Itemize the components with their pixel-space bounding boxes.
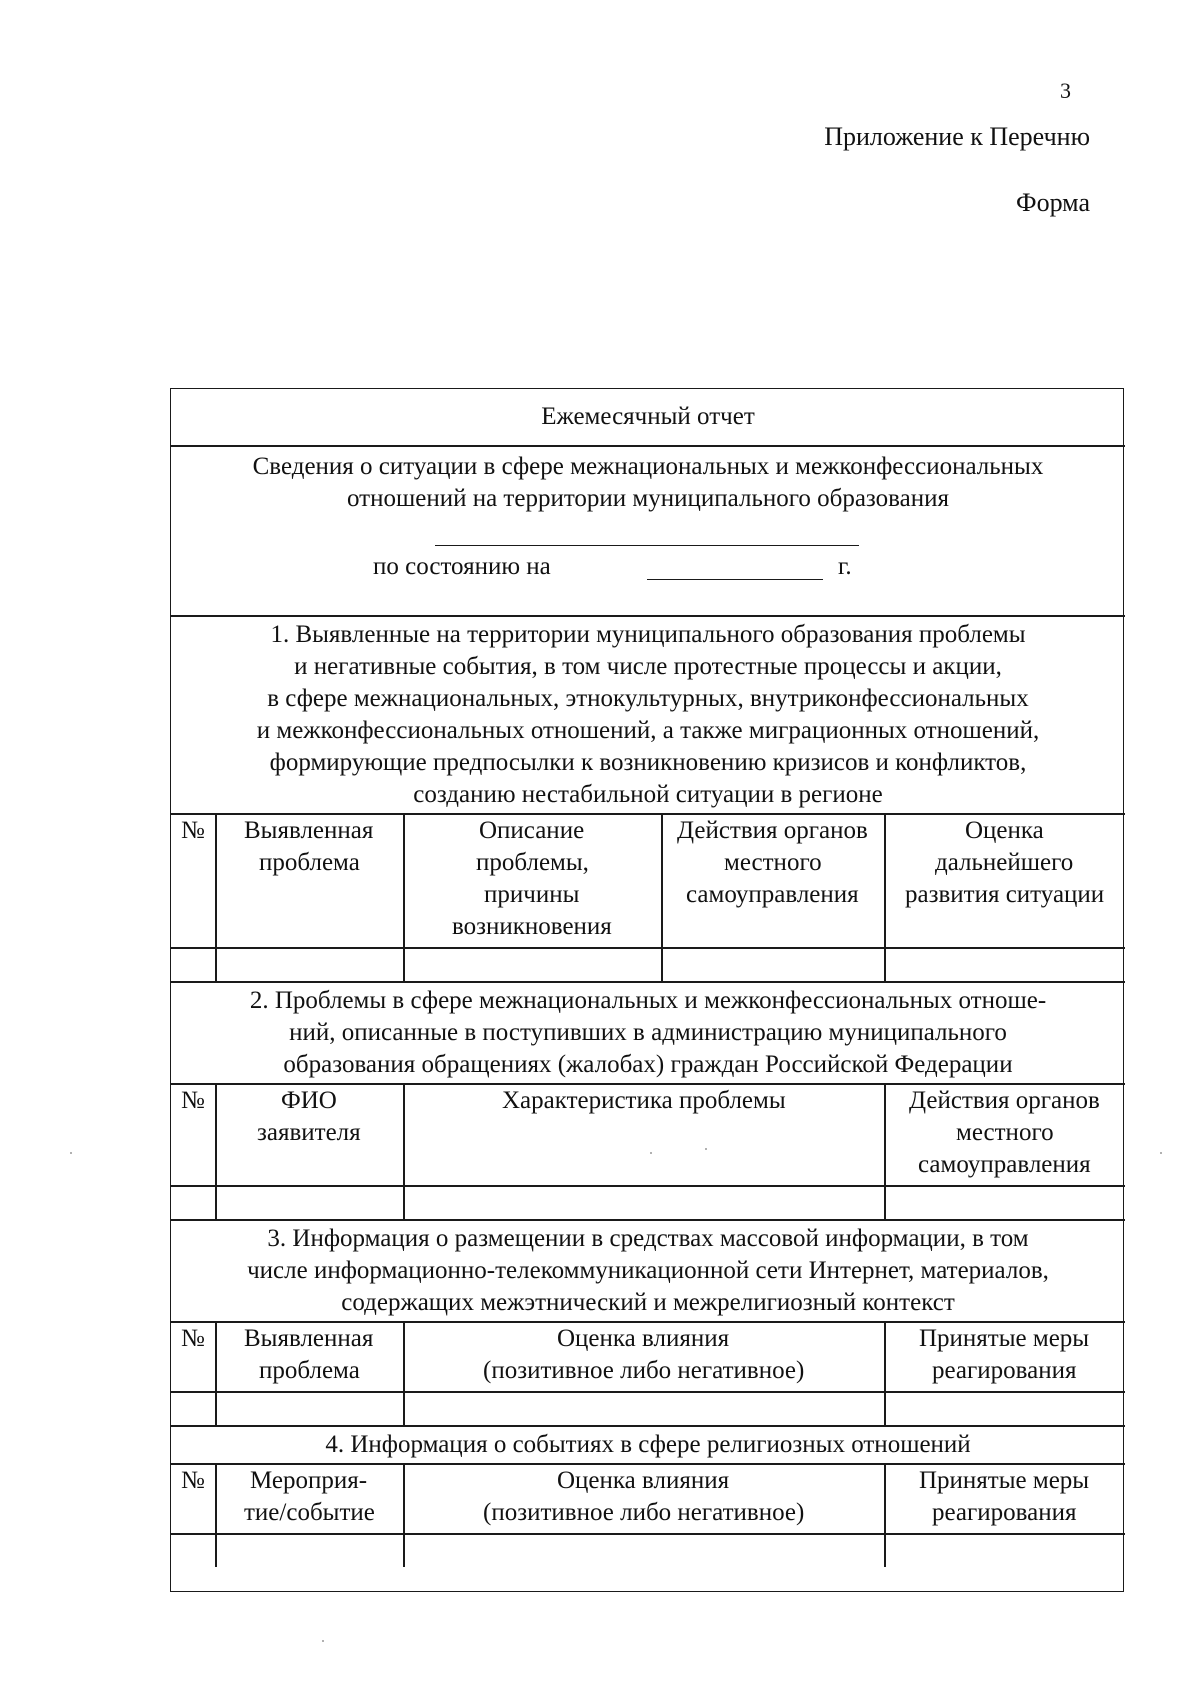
section-2-column-header: Действия органов	[909, 1087, 1100, 1114]
section-1-title-line: и межконфессиональных отношений, а также миграционных отношений,	[256, 717, 1040, 744]
section-4-title-line: 4. Информация о событиях в сфере религиозных отношений	[325, 1431, 971, 1458]
section-1-title-line: 1. Выявленные на территории муниципального образования проблемы	[270, 621, 1026, 648]
report-subtitle: Сведения о ситуации в сфере межнациональных и межконфессиональных	[252, 453, 1044, 480]
report-title: Ежемесячный отчет	[541, 403, 755, 430]
section-divider	[171, 981, 1125, 983]
section-1-empty-data-row[interactable]	[171, 947, 1125, 981]
section-3-column-header: Принятые меры	[919, 1325, 1090, 1352]
section-4-empty-data-row[interactable]	[171, 1533, 1125, 1567]
municipality-blank-line	[435, 545, 859, 546]
appendix-label: Приложение к Перечню	[824, 122, 1090, 151]
section-3-column-header: (позитивное либо негативное)	[483, 1357, 805, 1384]
title-divider	[171, 445, 1125, 447]
section-divider	[171, 615, 1125, 617]
section-2-column-header: заявителя	[257, 1119, 361, 1146]
section-3-column-header: Выявленная	[244, 1325, 374, 1352]
section-2-empty-data-row[interactable]	[171, 1185, 1125, 1219]
section-1-column-header: Оценка	[965, 817, 1044, 844]
section-2-column-header: №	[181, 1087, 205, 1114]
date-blank-line	[647, 579, 823, 580]
section-3-column-header: реагирования	[932, 1357, 1077, 1384]
section-2-column-header: местного	[956, 1119, 1054, 1146]
section-1-title-line: в сфере межнациональных, этнокультурных, внутриконфессиональных	[267, 685, 1029, 712]
section-1-column-header: №	[181, 817, 205, 844]
report-subtitle: отношений на территории муниципального образования	[347, 485, 949, 512]
section-3-title-line: содержащих межэтнический и межрелигиозный контекст	[341, 1289, 955, 1316]
section-divider	[171, 1425, 1125, 1427]
report-form-table	[170, 388, 1124, 1592]
section-1-column-header: Описание	[479, 817, 585, 844]
form-label: Форма	[1016, 188, 1090, 217]
section-1-column-header: развития ситуации	[905, 881, 1105, 908]
section-1-column-header: возникновения	[452, 913, 612, 940]
section-1-column-header: Выявленная	[244, 817, 374, 844]
scan-speck	[70, 1152, 72, 1154]
section-1-column-header: местного	[724, 849, 822, 876]
section-2-title-line: ний, описанные в поступивших в администрацию муниципального	[289, 1019, 1007, 1046]
scan-speck	[650, 1152, 652, 1154]
section-1-title-line: и негативные события, в том числе протестные процессы и акции,	[294, 653, 1002, 680]
section-4-column-header: тие/событие	[244, 1499, 375, 1526]
section-3-column-header: Оценка влияния	[557, 1325, 730, 1352]
section-4-column-header: (позитивное либо негативное)	[483, 1499, 805, 1526]
scan-speck	[705, 1148, 707, 1150]
as-of-label: по состоянию на	[373, 553, 551, 580]
section-1-column-header: самоуправления	[686, 881, 859, 908]
section-2-title-line: 2. Проблемы в сфере межнациональных и межконфессиональных отноше-	[249, 987, 1047, 1014]
section-1-column-header: дальнейшего	[935, 849, 1074, 876]
section-1-column-header: Действия органов	[677, 817, 868, 844]
section-2-column-header: Характеристика проблемы	[502, 1087, 786, 1114]
scan-speck	[1160, 1152, 1162, 1154]
year-suffix: г.	[838, 553, 852, 580]
section-1-column-header: проблемы,	[476, 849, 589, 876]
section-3-column-header: №	[181, 1325, 205, 1352]
section-4-column-header: №	[181, 1467, 205, 1494]
section-2-column-header: самоуправления	[918, 1151, 1091, 1178]
section-1-column-header: проблема	[259, 849, 360, 876]
section-2-column-header: ФИО	[281, 1087, 337, 1114]
section-1-title-line: созданию нестабильной ситуации в регионе	[413, 781, 883, 808]
section-2-title-line: образования обращениях (жалобах) граждан Российской Федерации	[283, 1051, 1013, 1078]
page-number: 3	[1060, 78, 1071, 103]
section-3-column-header: проблема	[259, 1357, 360, 1384]
section-1-title-line: формирующие предпосылки к возникновению кризисов и конфликтов,	[269, 749, 1027, 776]
section-4-column-header: реагирования	[932, 1499, 1077, 1526]
section-4-column-header: Оценка влияния	[557, 1467, 730, 1494]
section-divider	[171, 1219, 1125, 1221]
section-4-column-header: Принятые меры	[919, 1467, 1090, 1494]
section-3-title-line: 3. Информация о размещении в средствах массовой информации, в том	[267, 1225, 1029, 1252]
section-3-title-line: числе информационно-телекоммуникационной сети Интернет, материалов,	[247, 1257, 1049, 1284]
section-1-column-header: причины	[484, 881, 580, 908]
section-4-column-header: Мероприя-	[250, 1467, 368, 1494]
scan-speck	[322, 1640, 324, 1642]
section-3-empty-data-row[interactable]	[171, 1391, 1125, 1425]
